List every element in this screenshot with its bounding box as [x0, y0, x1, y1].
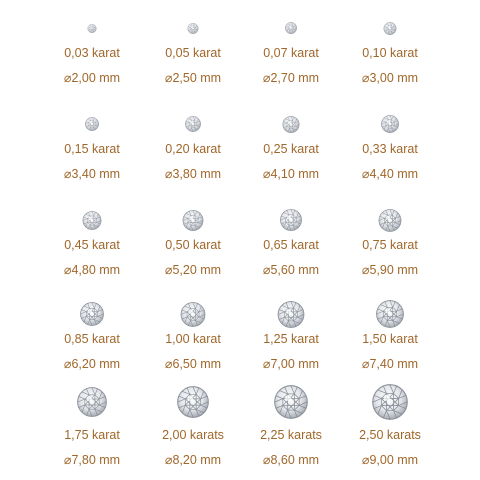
diamond-size-item	[143, 388, 243, 478]
round-brilliant-diamond-icon	[80, 302, 104, 326]
carat-label: 0,03 karat	[64, 46, 120, 60]
carat-label: 1,50 karat	[362, 332, 418, 346]
round-brilliant-diamond-icon	[88, 24, 97, 33]
carat-label: 0,10 karat	[362, 46, 418, 60]
carat-label: 2,50 karats	[359, 428, 421, 442]
diamond-size-item	[143, 102, 243, 192]
carat-label: 0,75 karat	[362, 238, 418, 252]
round-brilliant-diamond-icon	[185, 116, 201, 132]
diamond-size-item	[340, 198, 440, 288]
diamond-size-item	[340, 102, 440, 192]
carat-label: 0,50 karat	[165, 238, 221, 252]
carat-label: 0,25 karat	[263, 142, 319, 156]
diamond-size-item	[241, 102, 341, 192]
diamond-size-item	[241, 6, 341, 96]
round-brilliant-diamond-icon	[384, 22, 397, 35]
diameter-label: ⌀8,20 mm	[164, 453, 222, 467]
diamond-size-item	[143, 292, 243, 382]
carat-label: 0,15 karat	[64, 142, 120, 156]
diameter-label: ⌀6,20 mm	[63, 357, 121, 371]
diameter-label: ⌀6,50 mm	[164, 357, 222, 371]
round-brilliant-diamond-icon	[274, 385, 308, 419]
round-brilliant-diamond-icon	[381, 115, 399, 133]
diameter-label: ⌀4,10 mm	[262, 167, 320, 181]
diamond-size-item	[143, 198, 243, 288]
diameter-label: ⌀7,80 mm	[63, 453, 121, 467]
round-brilliant-diamond-icon	[183, 210, 204, 231]
round-brilliant-diamond-icon	[188, 23, 199, 34]
carat-label: 0,20 karat	[165, 142, 221, 156]
diameter-label: ⌀5,20 mm	[164, 263, 222, 277]
diameter-label: ⌀2,50 mm	[164, 71, 222, 85]
round-brilliant-diamond-icon	[278, 301, 305, 328]
carat-label: 0,65 karat	[263, 238, 319, 252]
carat-label: 2,00 karats	[162, 428, 224, 442]
diamond-size-item	[340, 6, 440, 96]
round-brilliant-diamond-icon	[181, 302, 206, 327]
diameter-label: ⌀9,00 mm	[361, 453, 419, 467]
round-brilliant-diamond-icon	[177, 386, 209, 418]
round-brilliant-diamond-icon	[379, 209, 402, 232]
round-brilliant-diamond-icon	[77, 387, 107, 417]
diamond-size-item	[42, 292, 142, 382]
carat-label: 0,33 karat	[362, 142, 418, 156]
round-brilliant-diamond-icon	[283, 116, 300, 133]
carat-label: 0,45 karat	[64, 238, 120, 252]
diameter-label: ⌀5,60 mm	[262, 263, 320, 277]
carat-label: 0,07 karat	[263, 46, 319, 60]
diamond-size-item	[42, 102, 142, 192]
round-brilliant-diamond-icon	[285, 22, 297, 34]
diamond-size-item	[143, 6, 243, 96]
carat-label: 1,25 karat	[263, 332, 319, 346]
carat-label: 2,25 karats	[260, 428, 322, 442]
diamond-size-item	[241, 292, 341, 382]
diameter-label: ⌀3,40 mm	[63, 167, 121, 181]
diameter-label: ⌀8,60 mm	[262, 453, 320, 467]
diameter-label: ⌀5,90 mm	[361, 263, 419, 277]
diamond-size-item	[241, 198, 341, 288]
round-brilliant-diamond-icon	[280, 209, 302, 231]
round-brilliant-diamond-icon	[83, 211, 102, 230]
diameter-label: ⌀2,00 mm	[63, 71, 121, 85]
diameter-label: ⌀7,40 mm	[361, 357, 419, 371]
diameter-label: ⌀2,70 mm	[262, 71, 320, 85]
carat-label: 0,85 karat	[64, 332, 120, 346]
diamond-size-item	[42, 198, 142, 288]
diameter-label: ⌀4,40 mm	[361, 167, 419, 181]
diamond-size-item	[340, 292, 440, 382]
round-brilliant-diamond-icon	[372, 384, 408, 420]
carat-label: 0,05 karat	[165, 46, 221, 60]
round-brilliant-diamond-icon	[85, 117, 99, 131]
round-brilliant-diamond-icon	[376, 300, 404, 328]
diamond-size-item	[340, 388, 440, 478]
diameter-label: ⌀3,80 mm	[164, 167, 222, 181]
diamond-size-item	[42, 388, 142, 478]
carat-label: 1,00 karat	[165, 332, 221, 346]
diamond-size-item	[42, 6, 142, 96]
carat-label: 1,75 karat	[64, 428, 120, 442]
diameter-label: ⌀3,00 mm	[361, 71, 419, 85]
diameter-label: ⌀4,80 mm	[63, 263, 121, 277]
diamond-size-item	[241, 388, 341, 478]
diameter-label: ⌀7,00 mm	[262, 357, 320, 371]
